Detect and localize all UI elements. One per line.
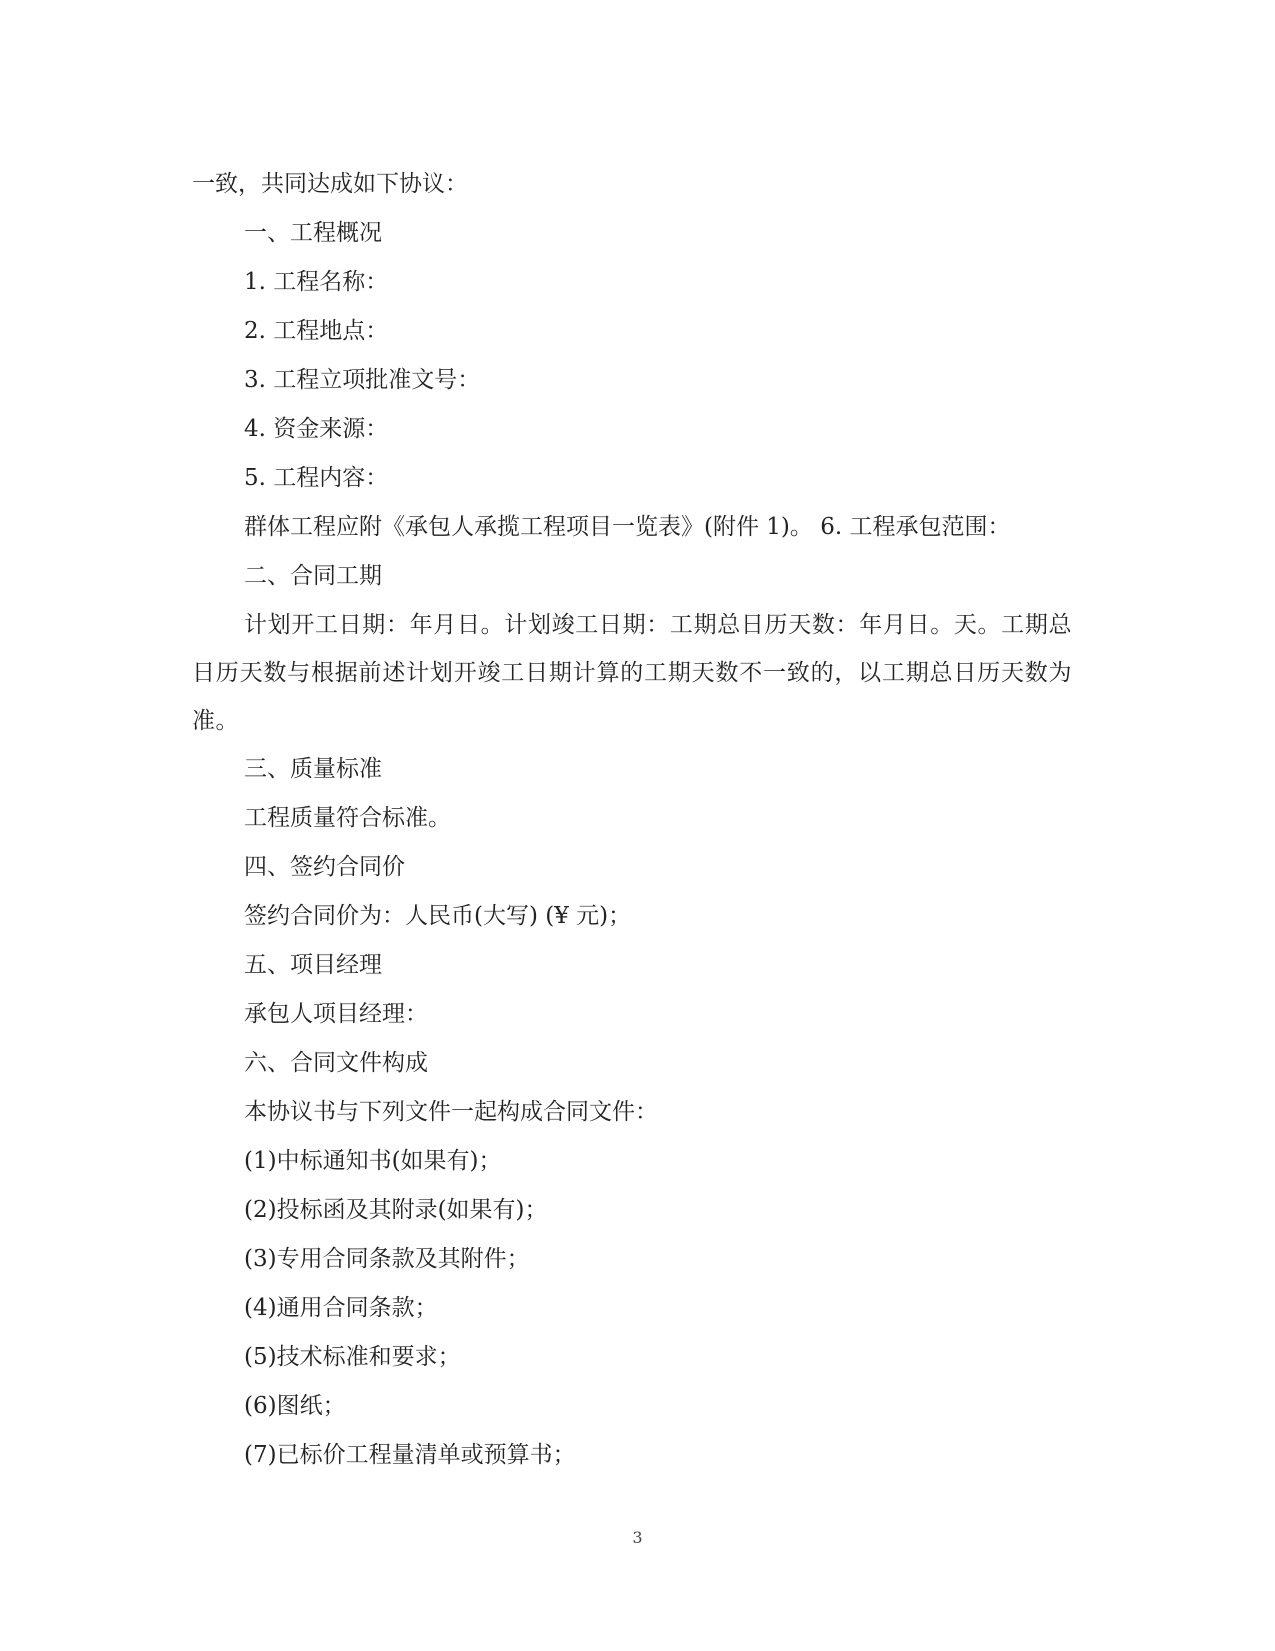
list-item: (6)图纸； xyxy=(244,1393,346,1419)
list-item: (7)已标价工程量清单或预算书； xyxy=(244,1442,576,1468)
section-heading-contract-price: 四、签约合同价 xyxy=(244,854,405,880)
opening-line: 一致，共同达成如下协议： xyxy=(192,171,468,197)
section-heading-contract-period: 二、合同工期 xyxy=(244,563,382,589)
list-item: (3)专用合同条款及其附件； xyxy=(244,1246,530,1272)
document-body xyxy=(192,160,1072,1480)
project-manager-line: 承包人项目经理： xyxy=(244,1001,428,1027)
contract-documents-intro: 本协议书与下列文件一起构成合同文件： xyxy=(244,1099,658,1125)
attachment-and-scope-line: 群体工程应附《承包人承揽工程项目一览表》(附件 1)。 6. 工程承包范围： xyxy=(244,514,1011,540)
quality-standard-line: 工程质量符合标准。 xyxy=(244,805,451,831)
project-location-line: 2. 工程地点： xyxy=(244,318,389,344)
section-heading-contract-documents: 六、合同文件构成 xyxy=(244,1050,428,1076)
section-heading-quality-standard: 三、质量标准 xyxy=(244,756,382,782)
list-item: (4)通用合同条款； xyxy=(244,1295,438,1321)
project-content-line: 5. 工程内容： xyxy=(244,465,389,491)
contract-period-paragraph: 计划开工日期：年月日。计划竣工日期：工期总日历天数：年月日。天。工期总日历天数与根据前述计划开竣工日期计算的工期天数不一致的，以工期总日历天数为准。 xyxy=(192,612,1072,734)
funding-source-line: 4. 资金来源： xyxy=(244,416,389,442)
list-item: (1)中标通知书(如果有)； xyxy=(244,1148,502,1174)
list-item: (5)技术标准和要求； xyxy=(244,1344,461,1370)
page-number: 3 xyxy=(632,1528,643,1547)
project-name-line: 1. 工程名称： xyxy=(244,269,389,295)
section-heading-project-manager: 五、项目经理 xyxy=(244,952,382,978)
project-approval-number-line: 3. 工程立项批准文号： xyxy=(244,367,481,393)
contract-price-line: 签约合同价为：人民币(大写) (¥ 元)； xyxy=(244,903,632,929)
list-item: (2)投标函及其附录(如果有)； xyxy=(244,1197,548,1223)
section-heading-project-overview: 一、工程概况 xyxy=(244,220,382,246)
